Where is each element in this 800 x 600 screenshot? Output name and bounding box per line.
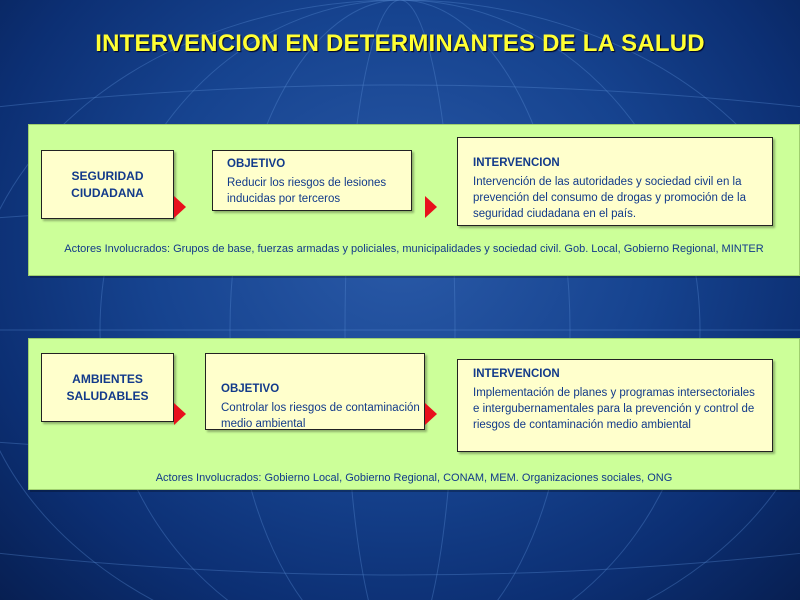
intervention-box [457,137,773,226]
flow-arrow-icon [425,403,437,425]
actors-text: Actores Involucrados: Grupos de base, fuerzas armadas y policiales, municipalidades y sociedad civil. Gob. Local, Gobierno Regional, MINTER [64,243,764,255]
objective-box [212,150,412,211]
intervention-box [457,359,773,452]
topic-box: SEGURIDAD CIUDADANA [41,150,174,219]
objective-text: Reducir los riesgos de lesiones inducidas por terceros [227,177,387,205]
actors-text: Actores Involucrados: Gobierno Local, Gobierno Regional, CONAM, MEM. Organizaciones sociales, ONG [155,472,673,484]
objective-heading: OBJETIVO [221,383,280,395]
objective-box [205,353,425,430]
objective-text: Controlar los riesgos de contaminación medio ambiental [221,402,420,430]
flow-arrow-icon [425,196,437,218]
flow-arrow-icon [174,196,186,218]
topic-box: AMBIENTES SALUDABLES [41,353,174,422]
section-panel-ambientes-saludables [28,338,800,490]
flow-arrow-icon [174,403,186,425]
intervention-heading: INTERVENCION [473,368,560,380]
intervention-heading: INTERVENCION [473,157,560,169]
intervention-text: Intervención de las autoridades y sociedad civil en la prevención del consumo de drogas y promoción de la seguridad ciudadana en el país. [473,176,746,220]
objective-heading: OBJETIVO [227,158,286,170]
section-panel-seguridad-ciudadana [28,124,800,276]
slide-title: INTERVENCION EN DETERMINANTES DE LA SALUD [95,30,705,57]
intervention-text: Implementación de planes y programas intersectoriales e intergubernamentales para la prevención y control de riesgos de contaminación medio ambiental [473,387,755,431]
